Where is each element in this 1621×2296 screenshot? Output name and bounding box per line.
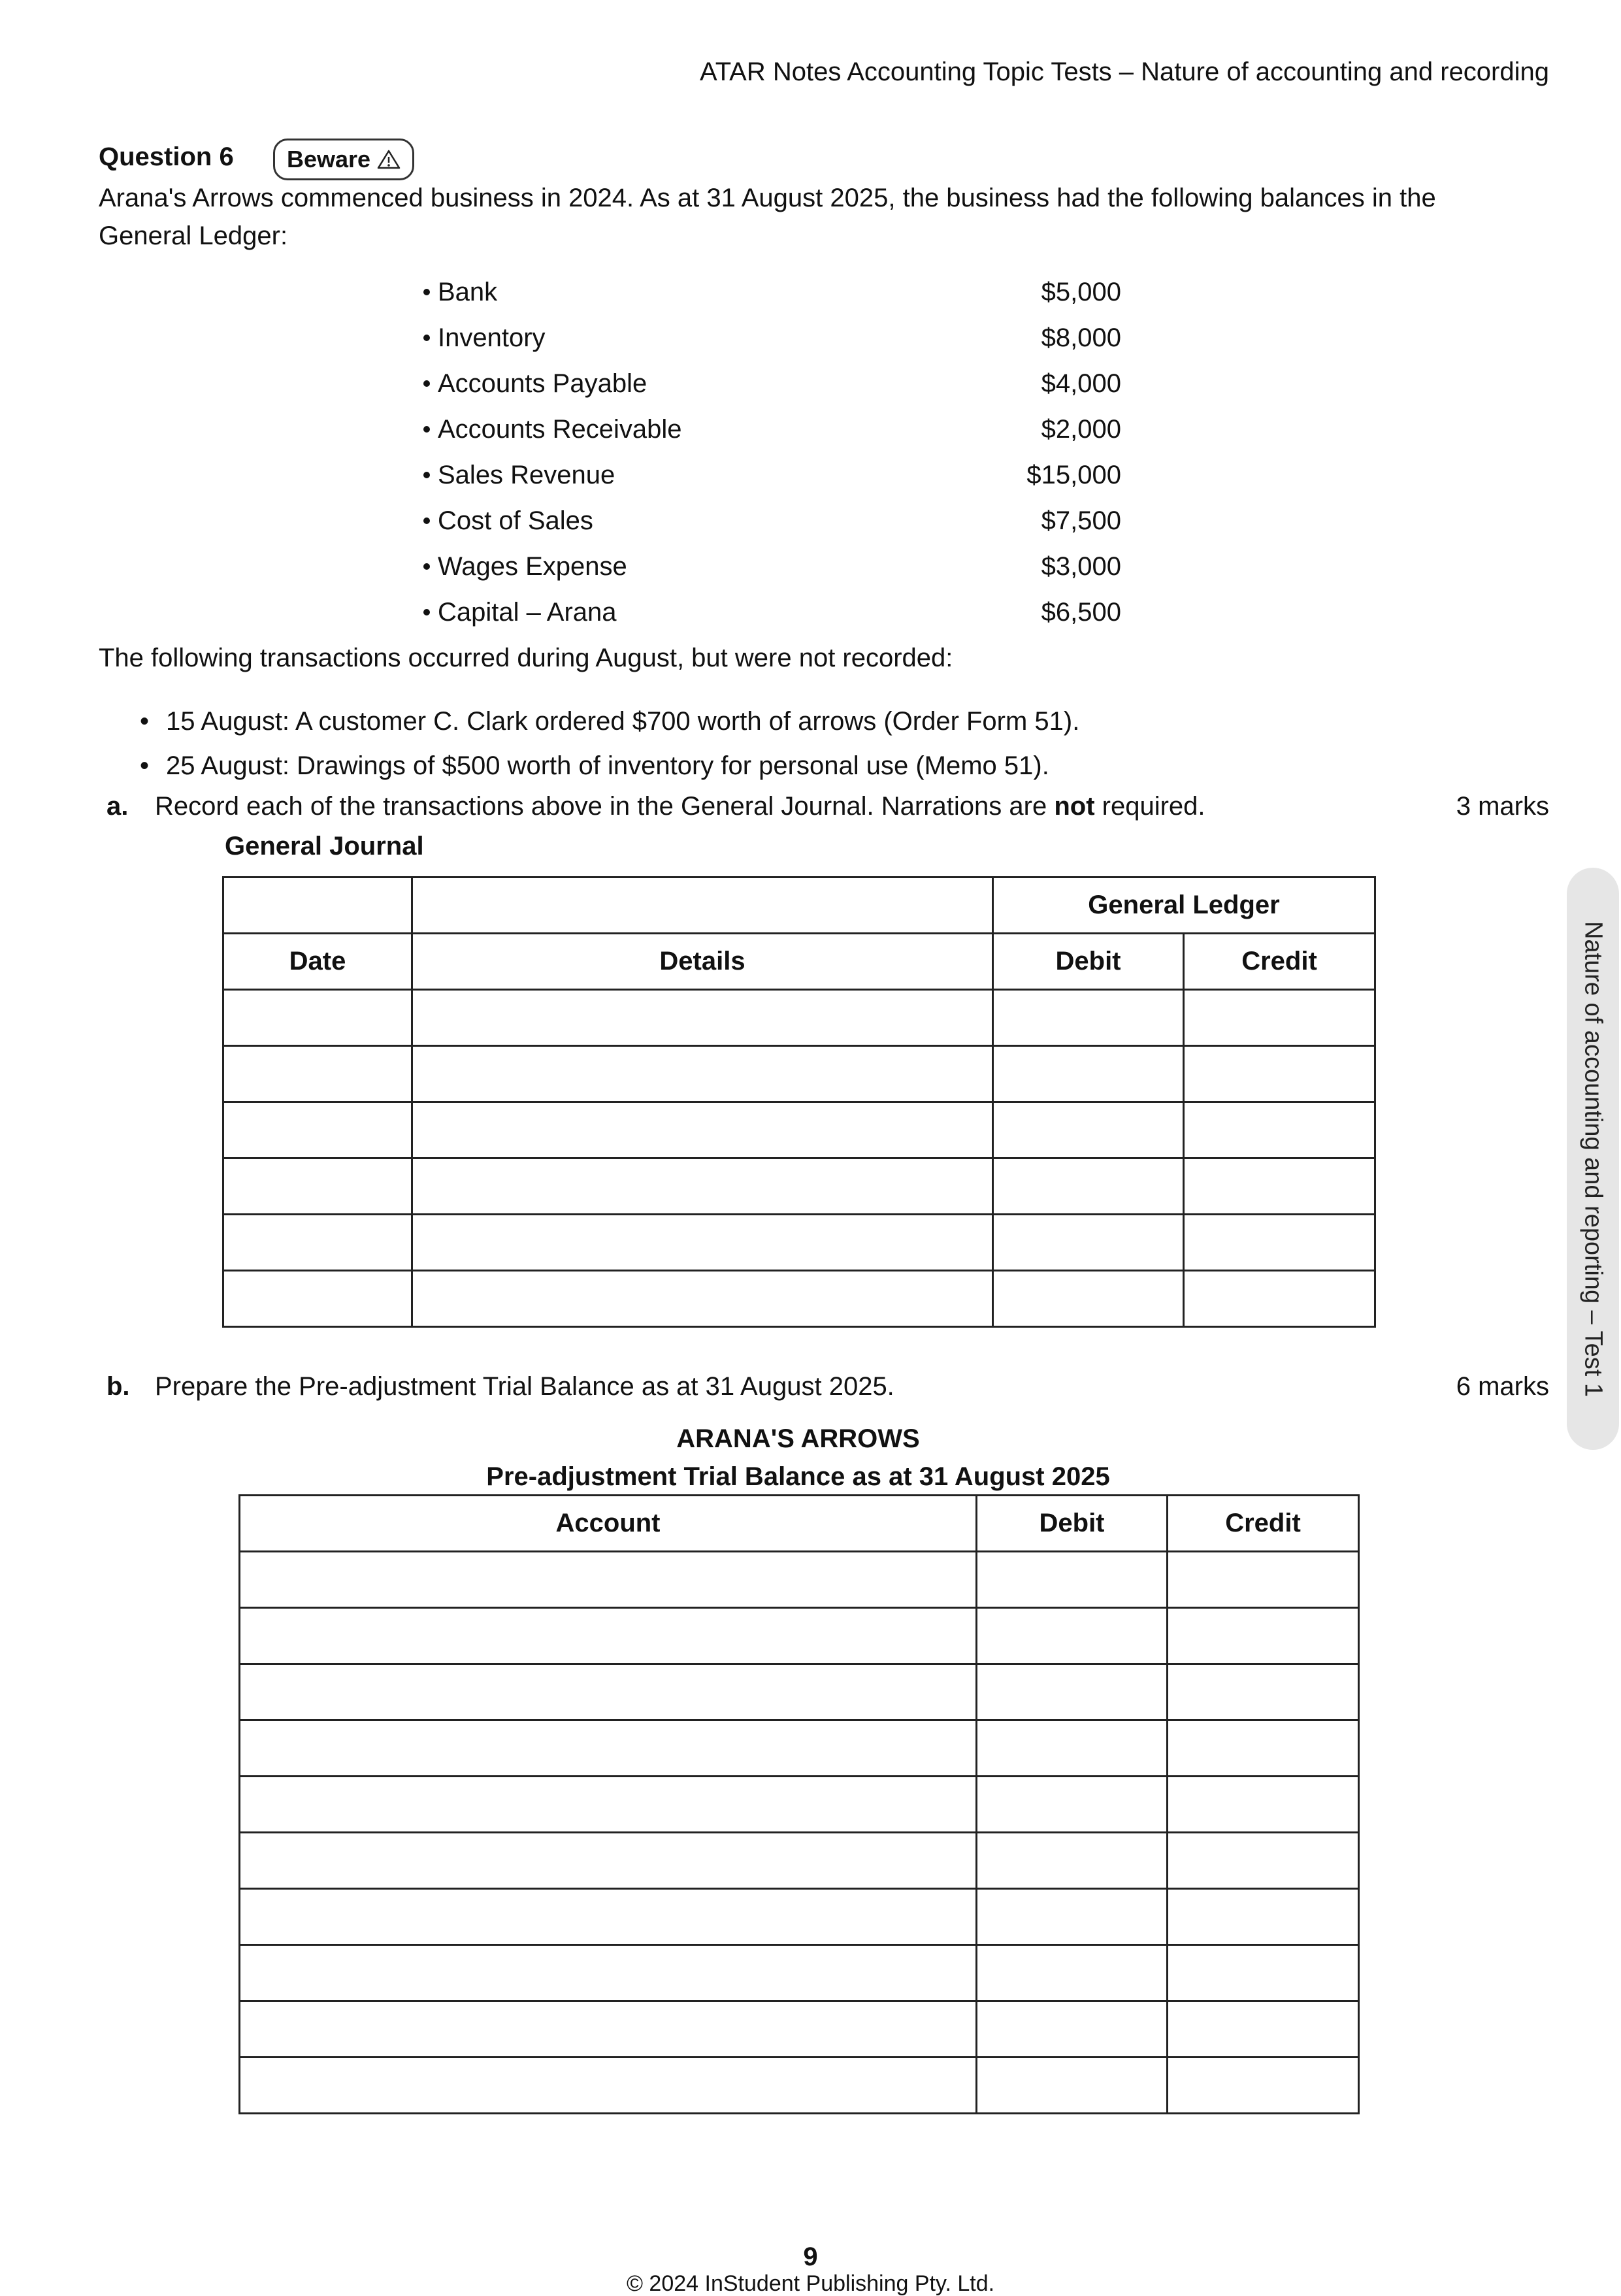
answer-cell[interactable]	[223, 990, 412, 1046]
bullet-dot	[423, 517, 430, 524]
column-header-credit: Credit	[1168, 1496, 1359, 1552]
answer-cell[interactable]	[1184, 1102, 1375, 1158]
answer-cell[interactable]	[1184, 1046, 1375, 1102]
header-cell-blank	[412, 877, 993, 934]
answer-cell[interactable]	[240, 2058, 977, 2114]
part-a-instruction	[106, 792, 1549, 821]
part-b-marks: 6 marks	[1456, 1372, 1549, 1401]
answer-cell[interactable]	[240, 2001, 977, 2058]
answer-cell[interactable]	[993, 1271, 1184, 1327]
answer-cell[interactable]	[240, 1889, 977, 1945]
answer-cell[interactable]	[1168, 1945, 1359, 2001]
balance-account: Wages Expense	[438, 551, 627, 581]
answer-cell[interactable]	[977, 1777, 1168, 1833]
answer-cell[interactable]	[412, 990, 993, 1046]
answer-cell[interactable]	[993, 1215, 1184, 1271]
balances-list	[423, 269, 1121, 635]
balance-row	[423, 498, 1121, 544]
bullet-dot	[423, 609, 430, 615]
answer-cell[interactable]	[977, 1720, 1168, 1777]
running-header: ATAR Notes Accounting Topic Tests – Nature of accounting and recording	[700, 57, 1549, 86]
answer-cell[interactable]	[240, 1833, 977, 1889]
bullet-dot	[423, 289, 430, 295]
balance-row	[423, 406, 1121, 452]
transaction-text: 25 August: Drawings of $500 worth of inventory for personal use (Memo 51).	[166, 751, 1049, 780]
balance-row	[423, 269, 1121, 315]
general-ledger-header: General Ledger	[993, 877, 1375, 934]
answer-cell[interactable]	[1168, 2001, 1359, 2058]
answer-cell[interactable]	[412, 1271, 993, 1327]
answer-cell[interactable]	[1184, 1215, 1375, 1271]
column-header-debit: Debit	[977, 1496, 1168, 1552]
table-row	[223, 1158, 1375, 1215]
answer-cell[interactable]	[993, 990, 1184, 1046]
answer-cell[interactable]	[993, 1102, 1184, 1158]
balance-amount: $5,000	[1041, 277, 1121, 306]
balance-amount: $8,000	[1041, 323, 1121, 352]
copyright-notice: © 2024 InStudent Publishing Pty. Ltd.	[626, 2271, 995, 2296]
question-title: Question 6	[99, 142, 234, 171]
answer-cell[interactable]	[240, 1945, 977, 2001]
answer-cell[interactable]	[240, 1664, 977, 1720]
business-name-heading: ARANA'S ARROWS	[676, 1424, 920, 1453]
general-journal-table	[222, 876, 1376, 1328]
column-header-account: Account	[240, 1496, 977, 1552]
table-row	[240, 1777, 1359, 1833]
part-b-instruction	[106, 1372, 1549, 1402]
transaction-item	[140, 744, 1079, 788]
table-row	[240, 1664, 1359, 1720]
bullet-dot	[423, 335, 430, 341]
question-intro: Arana's Arrows commenced business in 2024. As at 31 August 2025, the business had the following balances in the General Ledger:	[99, 184, 1436, 250]
answer-cell[interactable]	[977, 2001, 1168, 2058]
table-row	[240, 1608, 1359, 1664]
balance-amount: $7,500	[1041, 506, 1121, 535]
part-b-text: Prepare the Pre-adjustment Trial Balance as at 31 August 2025.	[155, 1372, 894, 1401]
part-a-letter: a.	[106, 792, 129, 821]
table-row	[223, 1102, 1375, 1158]
balance-amount: $2,000	[1041, 414, 1121, 444]
table-row	[240, 1889, 1359, 1945]
general-journal-caption: General Journal	[225, 832, 424, 861]
answer-cell[interactable]	[223, 1271, 412, 1327]
answer-cell[interactable]	[240, 1777, 977, 1833]
balance-row	[423, 544, 1121, 589]
answer-cell[interactable]	[1184, 1271, 1375, 1327]
bullet-dot	[423, 472, 430, 478]
answer-cell[interactable]	[977, 1608, 1168, 1664]
answer-cell[interactable]	[977, 1945, 1168, 2001]
column-header-details: Details	[412, 934, 993, 990]
warning-triangle-icon	[377, 149, 401, 170]
balance-account: Cost of Sales	[438, 506, 593, 535]
balance-amount: $6,500	[1041, 597, 1121, 627]
transaction-text: 15 August: A customer C. Clark ordered $700 worth of arrows (Order Form 51).	[166, 706, 1080, 736]
answer-cell[interactable]	[412, 1158, 993, 1215]
answer-cell[interactable]	[1184, 1158, 1375, 1215]
balance-account: Accounts Payable	[438, 369, 647, 398]
answer-cell[interactable]	[977, 1889, 1168, 1945]
answer-cell[interactable]	[240, 1720, 977, 1777]
bullet-dot	[423, 380, 430, 387]
table-row	[240, 1552, 1359, 1608]
answer-cell[interactable]	[1168, 1889, 1359, 1945]
answer-cell[interactable]	[1168, 2058, 1359, 2114]
balance-amount: $15,000	[1026, 460, 1121, 489]
answer-cell[interactable]	[1168, 1777, 1359, 1833]
answer-cell[interactable]	[223, 1102, 412, 1158]
beware-label: Beware	[287, 146, 371, 172]
answer-cell[interactable]	[412, 1102, 993, 1158]
side-section-tab	[1567, 868, 1619, 1450]
table-row	[240, 2001, 1359, 2058]
beware-badge	[273, 139, 414, 180]
table-row	[223, 1271, 1375, 1327]
answer-cell[interactable]	[223, 1046, 412, 1102]
answer-cell[interactable]	[1168, 1552, 1359, 1608]
trial-balance-table	[238, 1494, 1360, 2114]
column-header-credit: Credit	[1184, 934, 1375, 990]
answer-cell[interactable]	[223, 1158, 412, 1215]
bullet-dot	[423, 426, 430, 433]
balance-account: Capital – Arana	[438, 597, 617, 627]
trial-balance-heading: Pre-adjustment Trial Balance as at 31 August 2025	[486, 1462, 1110, 1491]
transaction-item	[140, 699, 1079, 744]
answer-cell[interactable]	[1168, 1664, 1359, 1720]
table-row	[223, 1046, 1375, 1102]
table-row	[240, 1833, 1359, 1889]
balance-account: Inventory	[438, 323, 546, 352]
table-row	[240, 1720, 1359, 1777]
balance-account: Sales Revenue	[438, 460, 615, 489]
part-a-text: Record each of the transactions above in the General Journal. Narrations are not required.	[155, 792, 1205, 821]
table-row	[240, 2058, 1359, 2114]
table-row	[223, 1215, 1375, 1271]
header-cell-blank	[223, 877, 412, 934]
answer-cell[interactable]	[240, 1608, 977, 1664]
answer-cell[interactable]	[977, 1664, 1168, 1720]
answer-cell[interactable]	[223, 1215, 412, 1271]
answer-cell[interactable]	[412, 1215, 993, 1271]
answer-cell[interactable]	[977, 1833, 1168, 1889]
balance-row	[423, 452, 1121, 498]
balance-row	[423, 361, 1121, 406]
balance-row	[423, 589, 1121, 635]
answer-cell[interactable]	[412, 1046, 993, 1102]
table-row	[240, 1945, 1359, 2001]
transactions-list	[140, 699, 1079, 788]
part-b-letter: b.	[106, 1372, 130, 1401]
answer-cell[interactable]	[240, 1552, 977, 1608]
answer-cell[interactable]	[993, 1046, 1184, 1102]
answer-cell[interactable]	[977, 2058, 1168, 2114]
column-header-debit: Debit	[993, 934, 1184, 990]
answer-cell[interactable]	[1168, 1833, 1359, 1889]
balance-account: Bank	[438, 277, 498, 306]
answer-cell[interactable]	[977, 1552, 1168, 1608]
part-a-marks: 3 marks	[1456, 792, 1549, 821]
answer-cell[interactable]	[1168, 1720, 1359, 1777]
balance-account: Accounts Receivable	[438, 414, 682, 444]
bullet-dot	[423, 563, 430, 570]
balance-amount: $4,000	[1041, 369, 1121, 398]
table-row	[223, 990, 1375, 1046]
column-header-date: Date	[223, 934, 412, 990]
bullet-dot: •	[140, 751, 150, 780]
answer-cell[interactable]	[993, 1158, 1184, 1215]
answer-cell[interactable]	[1184, 990, 1375, 1046]
table-header-row	[240, 1496, 1359, 1552]
bullet-dot: •	[140, 706, 150, 736]
page-number: 9	[803, 2242, 818, 2271]
table-header-row	[223, 934, 1375, 990]
answer-cell[interactable]	[1168, 1608, 1359, 1664]
balance-amount: $3,000	[1041, 551, 1121, 581]
table-header-row	[223, 877, 1375, 934]
balance-row	[423, 315, 1121, 361]
side-section-tab-label: Nature of accounting and reporting – Test 1	[1579, 921, 1607, 1397]
transactions-intro: The following transactions occurred during August, but were not recorded:	[99, 644, 953, 672]
